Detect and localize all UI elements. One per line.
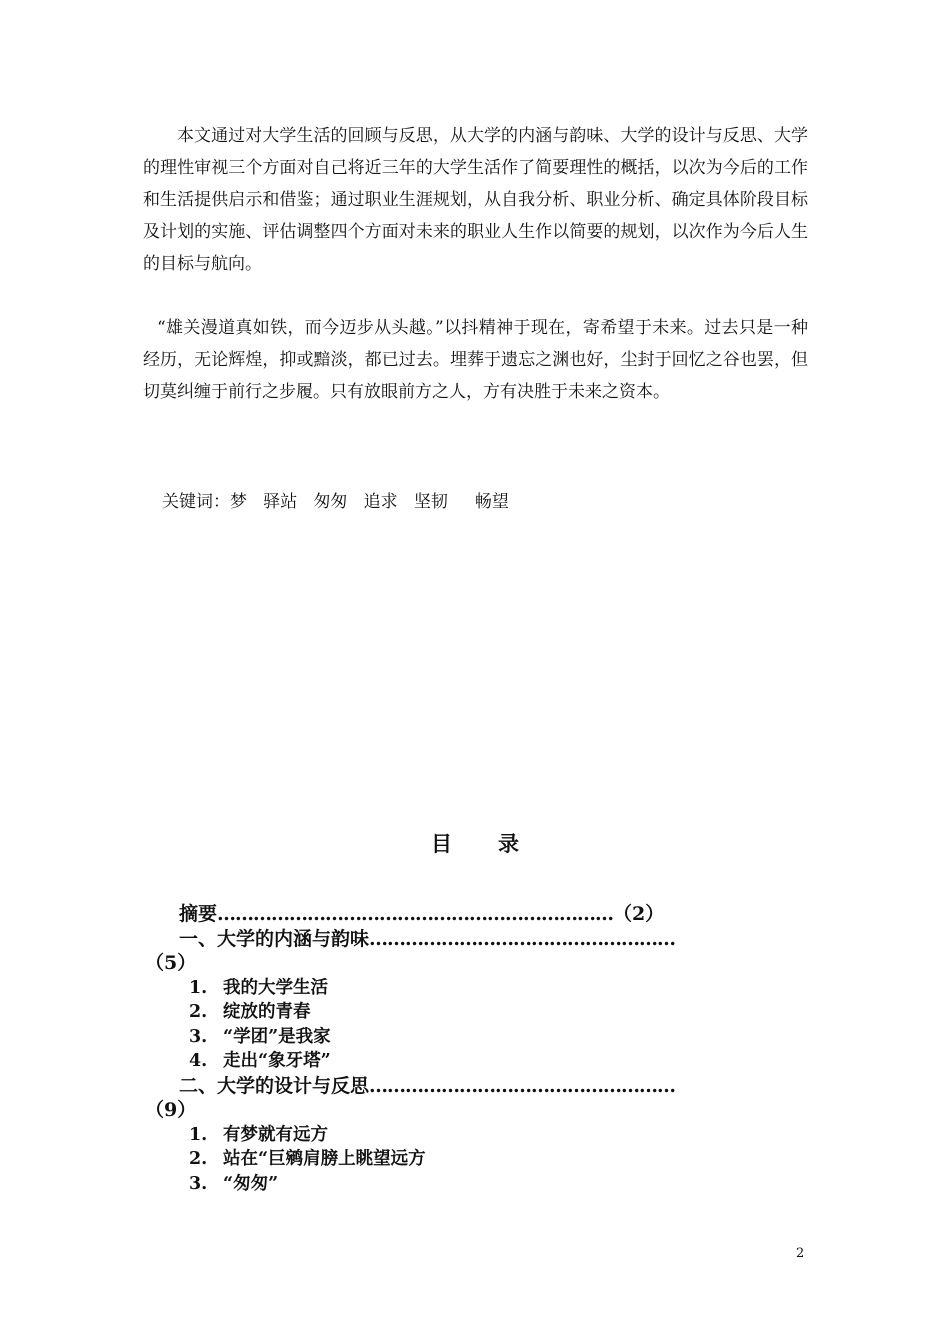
table-of-contents: [143, 902, 813, 1196]
toc-page-ref-line: [143, 951, 813, 976]
toc-subentry-number: 2.: [189, 1002, 208, 1022]
abstract-paragraph-1: 本文通过对大学生活的回顾与反思，从大学的内涵与韵味、大学的设计与反思、大学的理性审视三个方面对自己将近三年的大学生活作了简要理性的概括，以次为今后的工作和生活提供启示和借鉴；通过职业生涯规划，从自我分析、职业分析、确定具体阶段目标及计划的实施、评估调整四个方面对未来的职业人生作以简要的规划，以次作为今后人生的目标与航向。: [143, 126, 808, 274]
toc-subentry-number: 3.: [189, 1173, 208, 1194]
toc-subentry[interactable]: [143, 1172, 813, 1197]
toc-subentry-label: “匆匆”: [223, 1173, 279, 1194]
toc-leader-dots: ……………………………………………: [369, 927, 676, 950]
toc-subentry-label: 绽放的青春: [223, 1002, 311, 1022]
abstract-paragraph-2: “雄关漫道真如铁，而今迈步从头越。”以抖精神于现在，寄希望于未来。过去只是一种经历，无论辉煌，抑或黯淡，都已过去。埋葬于遗忘之渊也好，尘封于回忆之谷也罢，但切莫纠缠于前行之步履。只有放眼前方之人，方有决胜于未来之资本。: [143, 318, 808, 402]
toc-page-ref: （2）: [613, 903, 665, 925]
toc-subentry[interactable]: [143, 1123, 813, 1148]
toc-subentry[interactable]: [143, 1049, 813, 1074]
toc-entry-label: 一、大学的内涵与韵味: [179, 927, 370, 950]
keyword: 驿站: [263, 492, 298, 512]
toc-subentry-number: 4.: [189, 1051, 208, 1071]
toc-subentry[interactable]: [143, 1025, 813, 1050]
toc-entry[interactable]: [143, 1074, 813, 1099]
keyword: 追求: [363, 492, 398, 512]
toc-subentry-number: 1.: [189, 977, 208, 998]
toc-subentry[interactable]: [143, 976, 813, 1001]
toc-entry-label: 二、大学的设计与反思: [179, 1074, 370, 1097]
toc-page-ref: （9）: [145, 1099, 197, 1121]
toc-subentry-label: 我的大学生活: [223, 977, 328, 998]
keyword: 梦: [230, 492, 247, 512]
toc-entry-label: 摘要: [179, 903, 218, 925]
toc-subentry-label: 走出“象牙塔”: [223, 1051, 331, 1071]
keyword: 畅望: [474, 492, 509, 512]
toc-subentry-number: 1.: [189, 1124, 208, 1145]
page-number: 2: [796, 1246, 805, 1261]
toc-subentry-number: 2.: [189, 1149, 208, 1169]
toc-subentry-label: “学团”是我家: [223, 1026, 331, 1047]
keywords-line: [162, 488, 509, 516]
toc-leader-dots: …………………………………………………………: [217, 903, 614, 925]
keyword: 坚韧: [413, 492, 448, 512]
toc-subentry[interactable]: [143, 1147, 813, 1172]
toc-subentry-number: 3.: [189, 1026, 208, 1047]
toc-title: 目录: [431, 831, 565, 856]
toc-page-ref-line: [143, 1098, 813, 1123]
toc-entry[interactable]: [143, 927, 813, 952]
toc-subentry-label: 站在“巨鹓肩膀上眺望远方: [223, 1149, 426, 1169]
toc-page-ref: （5）: [145, 952, 197, 974]
toc-leader-dots: ……………………………………………: [369, 1074, 676, 1097]
keywords-label: 关键词：: [162, 492, 230, 512]
toc-entry[interactable]: [143, 902, 813, 927]
toc-subentry-label: 有梦就有远方: [223, 1124, 328, 1145]
keyword: 匆匆: [313, 492, 348, 512]
toc-subentry[interactable]: [143, 1000, 813, 1025]
